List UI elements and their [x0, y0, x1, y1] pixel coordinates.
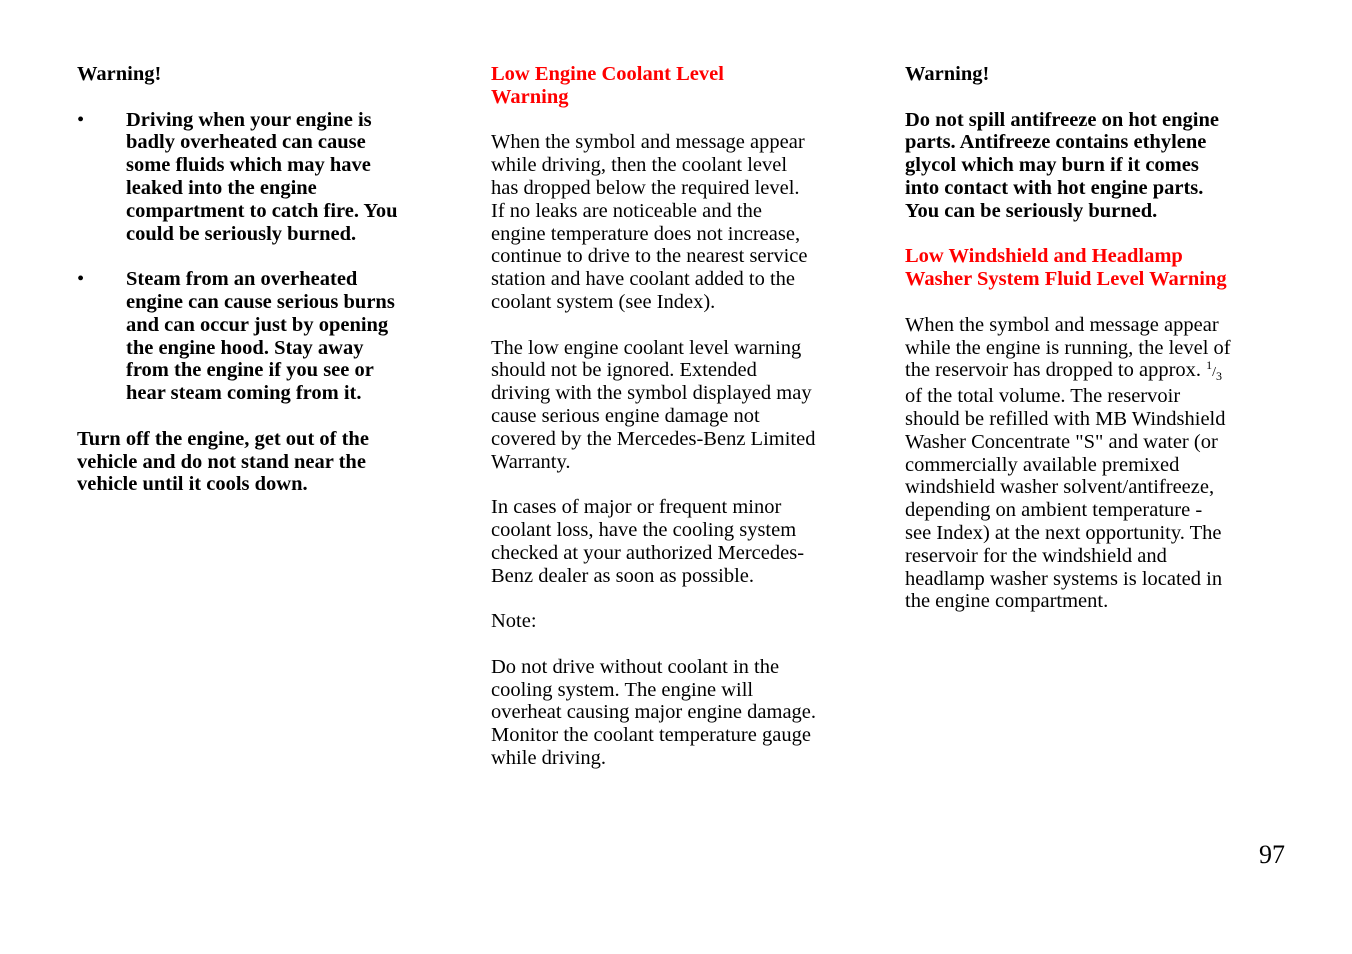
warning-text-line: You can be seriously burned. — [905, 199, 1158, 222]
bullet-marker: • — [77, 268, 85, 291]
coolant-warning-heading — [491, 63, 871, 109]
one-third-fraction — [1206, 358, 1223, 384]
paragraph-line: In cases of major or frequent minor — [491, 496, 782, 519]
paragraph-line: checked at your authorized Mercedes- — [491, 541, 805, 564]
warning-title: Warning! — [905, 63, 990, 85]
bullet-text-line: could be seriously burned. — [126, 222, 357, 245]
bullet-text-line: the engine hood. Stay away — [126, 336, 364, 359]
fraction-numerator: 1 — [1206, 358, 1213, 373]
paragraph-line: headlamp washer systems is located in — [905, 567, 1223, 590]
paragraph-line: overheat causing major engine damage. — [491, 701, 817, 724]
bullet-text-line: engine can cause serious burns — [126, 290, 395, 313]
paragraph-line: covered by the Mercedes-Benz Limited — [491, 427, 816, 450]
right-column — [905, 63, 1290, 613]
paragraph-line: If no leaks are noticeable and the — [491, 199, 762, 222]
coolant-paragraph — [491, 131, 871, 313]
paragraph-line: The low engine coolant level warning — [491, 336, 802, 359]
heading-line: Washer System Fluid Level Warning — [905, 268, 1227, 291]
washer-fluid-paragraph — [905, 314, 1290, 613]
warning-text-line: parts. Antifreeze contains ethylene — [905, 131, 1207, 154]
paragraph-line: Warranty. — [491, 450, 571, 473]
paragraph-line: commercially available premixed — [905, 453, 1180, 476]
paragraph-line-with-fraction — [905, 359, 1290, 385]
paragraph-line: cause serious engine damage not — [491, 404, 760, 427]
heading-line: Low Windshield and Headlamp — [905, 245, 1183, 268]
bullet-text-line: some fluids which may have — [126, 154, 371, 177]
paragraph-line: When the symbol and message appear — [905, 313, 1219, 336]
paragraph-line: windshield washer solvent/antifreeze, — [905, 476, 1215, 499]
warning-text-line: into contact with hot engine parts. — [905, 176, 1204, 199]
paragraph-line: while driving, then the coolant level — [491, 154, 788, 177]
bullet-text-line: Driving when your engine is — [126, 108, 372, 131]
paragraph-line: Monitor the coolant temperature gauge — [491, 724, 811, 747]
antifreeze-warning — [905, 109, 1290, 223]
paragraph-line: cooling system. The engine will — [491, 678, 754, 701]
paragraph-line: while driving. — [491, 746, 607, 769]
warning-text-line: Do not spill antifreeze on hot engine — [905, 108, 1219, 131]
paragraph-line: Do not drive without coolant in the — [491, 655, 780, 678]
bullet-marker: • — [77, 108, 85, 131]
closing-text-line: Turn off the engine, get out of the — [77, 427, 369, 450]
paragraph-line: while the engine is running, the level of — [905, 336, 1231, 359]
note-paragraph — [491, 656, 871, 770]
bullet-text-line: badly overheated can cause — [126, 131, 366, 154]
closing-text-line: vehicle until it cools down. — [77, 473, 308, 496]
paragraph-line: the engine compartment. — [905, 590, 1109, 613]
paragraph-line: see Index) at the next opportunity. The — [905, 521, 1222, 544]
paragraph-line: When the symbol and message appear — [491, 131, 805, 154]
paragraph-line: should not be ignored. Extended — [491, 359, 757, 382]
bullet-text-line: Steam from an overheated — [126, 268, 358, 291]
warning-title: Warning! — [77, 63, 162, 85]
paragraph-text: the reservoir has dropped to approx. — [905, 359, 1207, 382]
left-column — [77, 63, 447, 496]
paragraph-line: coolant loss, have the cooling system — [491, 518, 797, 541]
paragraph-line: coolant system (see Index). — [491, 290, 716, 313]
paragraph-line: reservoir for the windshield and — [905, 544, 1167, 567]
heading-line: Warning — [491, 85, 569, 108]
paragraph-line: of the total volume. The reservoir — [905, 385, 1181, 408]
washer-fluid-warning-heading — [905, 245, 1290, 291]
paragraph-line: continue to drive to the nearest service — [491, 245, 808, 268]
fraction-denominator: 3 — [1216, 369, 1223, 384]
fraction-slash: / — [1212, 365, 1217, 381]
paragraph-line: engine temperature does not increase, — [491, 222, 801, 245]
bullet-text-line: and can occur just by opening — [126, 313, 389, 336]
paragraph-line: driving with the symbol displayed may — [491, 382, 812, 405]
heading-line: Low Engine Coolant Level — [491, 63, 724, 85]
note-label: Note: — [491, 610, 537, 633]
bullet-text-line: hear steam coming from it. — [126, 382, 362, 405]
paragraph-line: depending on ambient temperature - — [905, 499, 1203, 522]
paragraph-line: Benz dealer as soon as possible. — [491, 564, 755, 587]
warning-bullet-item — [77, 109, 447, 246]
bullet-text-line: leaked into the engine — [126, 176, 317, 199]
bullet-text-line: compartment to catch fire. You — [126, 199, 398, 222]
warning-bullet-item — [77, 268, 447, 405]
paragraph-line: has dropped below the required level. — [491, 176, 800, 199]
coolant-paragraph — [491, 337, 871, 474]
closing-instruction — [77, 428, 447, 496]
coolant-paragraph — [491, 496, 871, 587]
paragraph-line: station and have coolant added to the — [491, 268, 795, 291]
warning-text-line: glycol which may burn if it comes — [905, 154, 1199, 177]
closing-text-line: vehicle and do not stand near the — [77, 450, 366, 473]
paragraph-line: should be refilled with MB Windshield — [905, 407, 1226, 430]
middle-column — [491, 63, 871, 770]
paragraph-line: Washer Concentrate "S" and water (or — [905, 430, 1218, 453]
bullet-text-line: from the engine if you see or — [126, 359, 374, 382]
page-number: 97 — [1259, 840, 1285, 869]
